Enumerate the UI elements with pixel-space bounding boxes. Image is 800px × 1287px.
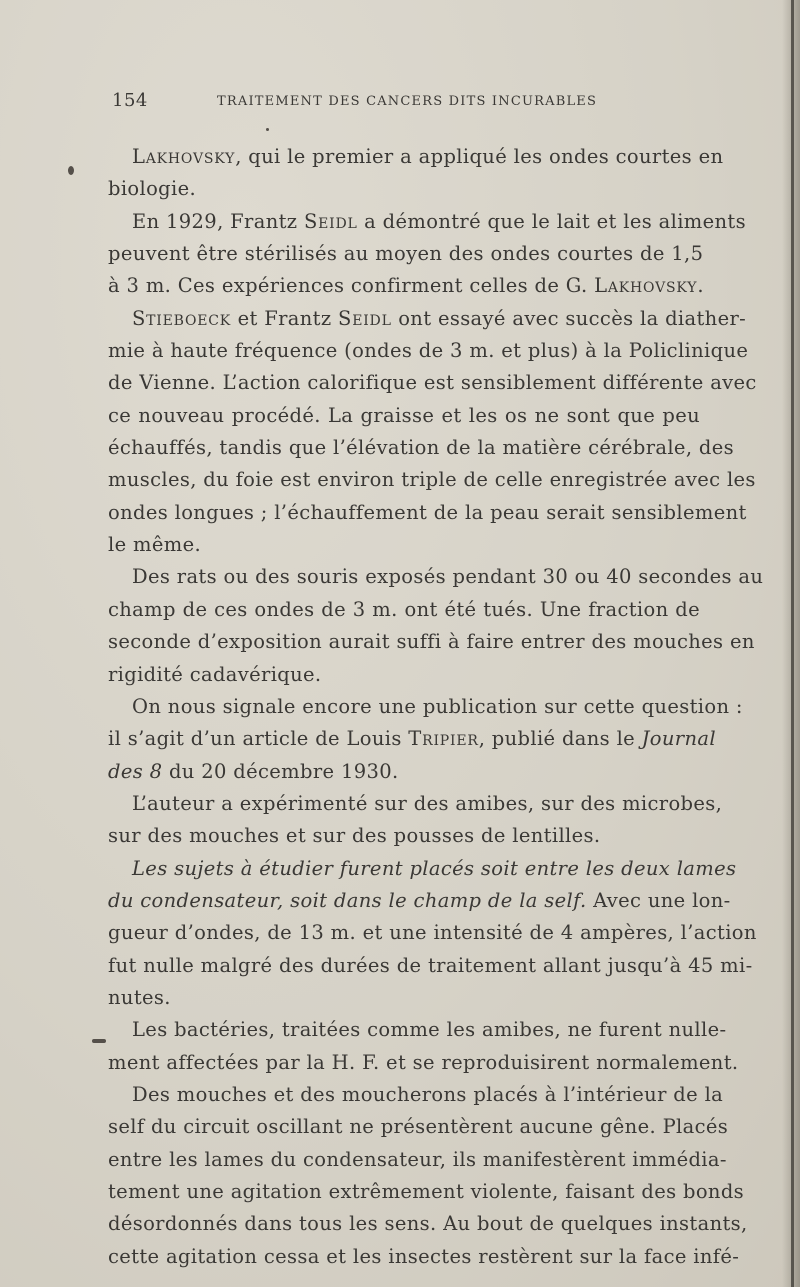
text-line: nutes.: [108, 985, 171, 1009]
text-line: Les bactéries, traitées comme les amibes, ne furent nulle-: [132, 1018, 727, 1042]
text-line: entre les lames du condensateur, ils manifestèrent immédia-: [108, 1147, 727, 1171]
text-line: fut nulle malgré des durées de traitement allant jusqu’à 45 mi-: [108, 953, 753, 977]
text-line-italic: Les sujets à étudier furent placés soit entre les deux lames: [132, 856, 737, 880]
text-line: à 3 m. Ces expériences confirment celles de G. Lakhovsky.: [108, 274, 704, 298]
author-name: Lakhovsky: [594, 274, 698, 298]
page-header: [112, 90, 702, 114]
author-name: Stieboeck: [132, 306, 232, 330]
text-line: biologie.: [108, 177, 197, 201]
text-line: Des rats ou des souris exposés pendant 30 ou 40 secondes au: [132, 565, 764, 589]
body-text: [108, 141, 764, 1273]
text-line: gueur d’ondes, de 13 m. et une intensité de 4 ampères, l’action: [108, 921, 757, 945]
text-line: désordonnés dans tous les sens. Au bout de quelques instants,: [108, 1212, 748, 1236]
author-name: Tripier: [408, 727, 479, 751]
text-line: échauffés, tandis que l’élévation de la matière cérébrale, des: [108, 436, 734, 460]
ink-speck: [68, 166, 74, 175]
ink-speck: [266, 128, 269, 131]
author-name: Seidl: [338, 306, 392, 330]
text-line: Lakhovsky, qui le premier a appliqué les ondes courtes en: [132, 145, 724, 168]
author-name: Seidl: [303, 209, 358, 233]
running-title: TRAITEMENT DES CANCERS DITS INCURABLES: [217, 94, 598, 109]
page-number: 154: [112, 90, 148, 111]
text-line: il s’agit d’un article de Louis Tripier, publié dans le Journal: [108, 727, 716, 751]
text-line: des 8 du 20 décembre 1930.: [108, 759, 399, 783]
text-line: Des mouches et des moucherons placés à l’intérieur de la: [132, 1082, 724, 1106]
text-line: muscles, du foie est environ triple de celle enregistrée avec les: [108, 468, 756, 492]
text-line: On nous signale encore une publication sur cette question :: [132, 694, 743, 718]
text-line: rigidité cadavérique.: [108, 662, 322, 686]
journal-title: des 8: [108, 759, 163, 783]
text-line: de Vienne. L’action calorifique est sensiblement différente avec: [108, 371, 757, 395]
text-line: tement une agitation extrêmement violente, faisant des bonds: [108, 1180, 745, 1203]
text-line: du condensateur, soit dans le champ de la self. Avec une lon-: [108, 888, 731, 912]
text-line: L’auteur a expérimenté sur des amibes, sur des microbes,: [132, 791, 723, 815]
page-edge-line: [791, 0, 794, 1287]
text-line: peuvent être stérilisés au moyen des ondes courtes de 1,5: [108, 242, 704, 266]
text-line: champ de ces ondes de 3 m. ont été tués. Une fraction de: [108, 597, 700, 621]
text-line: self du circuit oscillant ne présentèrent aucune gêne. Placés: [108, 1115, 729, 1139]
ink-speck: [92, 1039, 106, 1043]
text-line: cette agitation cessa et les insectes restèrent sur la face infé-: [108, 1244, 740, 1268]
text-line: mie à haute fréquence (ondes de 3 m. et plus) à la Policlinique: [108, 339, 749, 363]
text-line: ce nouveau procédé. La graisse et les os ne sont que peu: [108, 403, 700, 427]
text-line: seconde d’exposition aurait suffi à faire entrer des mouches en: [108, 630, 755, 654]
text-line: ment affectées par la H. F. et se reproduisirent normalement.: [108, 1050, 739, 1074]
text-line: ondes longues ; l’échauffement de la peau serait sensiblement: [108, 500, 747, 524]
author-name: Lakhovsky: [132, 145, 236, 168]
text-line: le même.: [108, 533, 202, 557]
text-line: Stieboeck et Frantz Seidl ont essayé avec succès la diather-: [132, 306, 747, 330]
journal-title: Journal: [641, 727, 716, 751]
text-line: sur des mouches et sur des pousses de lentilles.: [108, 824, 601, 848]
text-line: En 1929, Frantz Seidl a démontré que le lait et les aliments: [132, 209, 746, 233]
